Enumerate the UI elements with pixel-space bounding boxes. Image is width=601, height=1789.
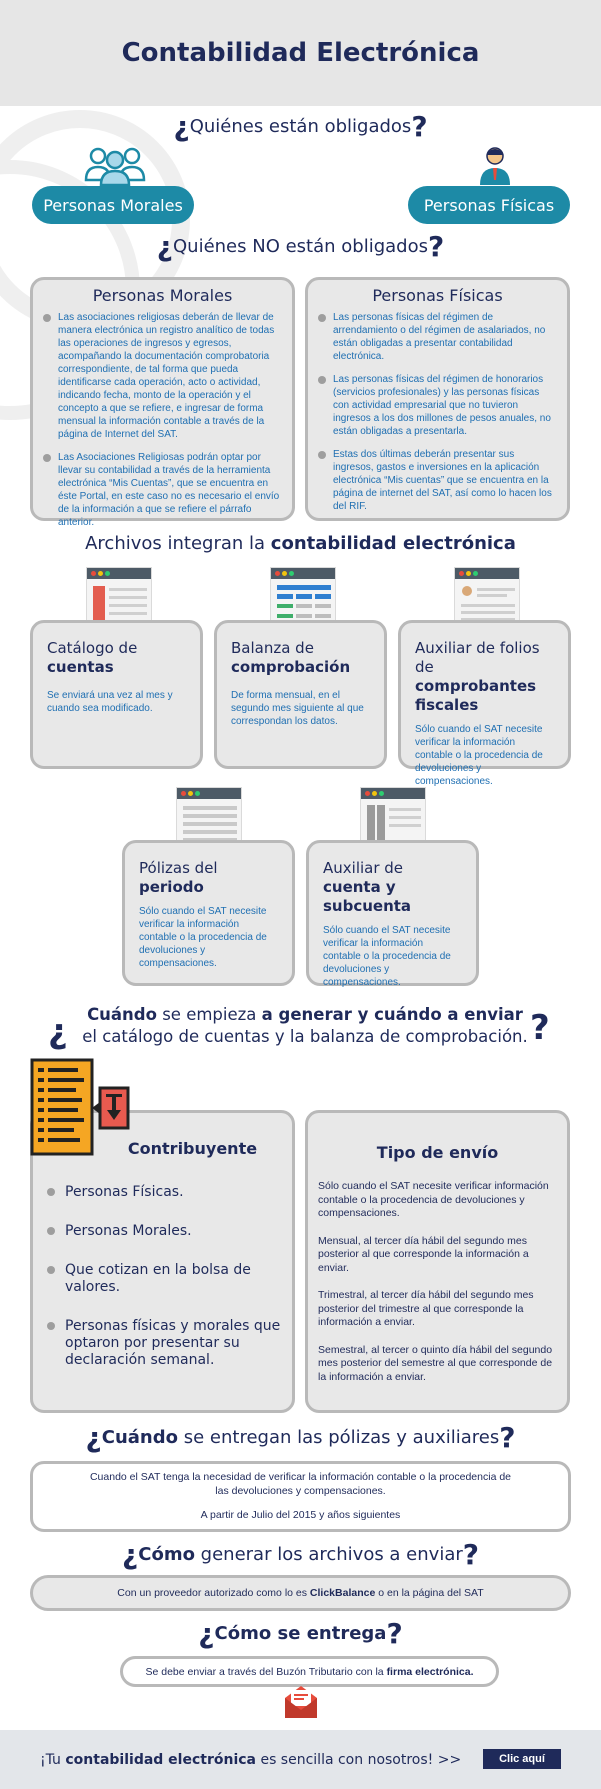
heading-bold: a generar y cuándo a enviar	[261, 1005, 523, 1024]
catalogo-cuentas-card	[30, 620, 203, 769]
card-title: Pólizas del periodo	[139, 859, 218, 896]
question-open-mark: ¿	[48, 1012, 68, 1052]
polizas-info-box	[30, 1461, 571, 1532]
no-obligados-heading	[0, 230, 601, 263]
list-item: Semestral, al tercer o quinto día hábil del segundo mes posterior del semestre al que corresponde de la información a enviar.	[318, 1343, 553, 1383]
page-title: Contabilidad Electrónica	[121, 38, 480, 68]
archivos-title-plain: Archivos integran la	[85, 533, 271, 554]
question-close-mark: ?	[530, 1008, 550, 1048]
list-item: Las personas físicas del régimen de honorarios (servicios profesionales) y las personas físicas con actividad empresarial que no tuvieron ingresos a los dos millones de pesos anuales, no están obligadas a presentarla.	[318, 373, 557, 438]
list-item: Personas Morales.	[47, 1223, 292, 1240]
question-close-mark: ?	[462, 1538, 479, 1571]
question-open-mark: ¿	[156, 230, 173, 263]
auxiliar-cuenta-card	[306, 840, 479, 986]
archivos-title-bold: contabilidad electrónica	[270, 533, 516, 554]
obligados-heading	[0, 110, 601, 143]
card-title: Contribuyente	[127, 1139, 258, 1158]
list-item: Que cotizan en la bolsa de valores.	[47, 1262, 292, 1296]
question-open-mark: ¿	[85, 1421, 102, 1454]
heading-bold: Cuándo	[87, 1005, 157, 1024]
card-title: Personas Morales	[92, 286, 233, 305]
card-title: Balanza de comprobación	[231, 639, 351, 676]
personas-morales-pill: Personas Morales	[32, 186, 194, 224]
question-open-mark: ¿	[198, 1617, 215, 1650]
box-text: Con un proveedor autorizado como lo es	[117, 1587, 307, 1599]
como-entrega-box	[120, 1656, 499, 1687]
footer-banner	[0, 1730, 601, 1789]
heading-bold: Cómo	[138, 1544, 195, 1565]
cuando-enviar-heading	[0, 1002, 601, 1058]
heading-text: se entregan las pólizas y auxiliares	[178, 1427, 500, 1448]
auxiliar-folios-card	[398, 620, 571, 787]
list-item: Las Asociaciones Religiosas podrán optar por llevar su contabilidad a través de la herramienta electrónica “Mis Cuentas”, que se encuentra en éste Portal, en este caso no es necesario el envío de la información a que se refiere el párrafo anterior.	[43, 451, 282, 529]
list-item: Personas físicas y morales que optaron por presentar su declaración semanal.	[47, 1318, 292, 1369]
box-bold: firma electrónica.	[386, 1665, 474, 1678]
heading-bold: Cuándo	[101, 1427, 179, 1448]
heading-bold: Cómo se entrega	[214, 1623, 387, 1644]
list-item: Trimestral, al tercer día hábil del segundo mes posterior del trimestre al que corresponde la información a enviar.	[318, 1289, 534, 1328]
list-item: Sólo cuando el SAT necesite verificar información contable o la procedencia de devoluciones y compensaciones.	[318, 1180, 549, 1219]
list-item: Estas dos últimas deberán presentar sus ingresos, gastos e inversiones en la aplicación electrónica “Mis cuentas” que se encuentra en la página de internet del SAT, así como lo hacen los del RIF.	[318, 448, 557, 513]
polizas-text: Cuando el SAT tenga la necesidad de verificar la información contable o la procedencia de las devoluciones y compensaciones.	[89, 1471, 512, 1497]
no-obligados-title: Quiénes NO están obligados	[173, 236, 428, 257]
card-description: De forma mensual, en el segundo mes siguiente al que correspondan los datos.	[231, 690, 364, 727]
card-description: Sólo cuando el SAT necesite verificar la información contable o la procedencia de devoluciones y compensaciones.	[323, 925, 451, 988]
list-item: Mensual, al tercer día hábil del segundo mes posterior al que corresponde la información a enviar.	[318, 1234, 529, 1274]
document-download-icon	[30, 1058, 132, 1158]
personas-fisicas-pill: Personas Físicas	[408, 186, 570, 224]
no-obligados-fisicas-card	[305, 277, 570, 521]
heading-text: el catálogo de cuentas y la balanza de comprobación.	[82, 1027, 528, 1046]
polizas-periodo-card	[122, 840, 295, 986]
person-icon	[478, 146, 512, 186]
obligados-title: Quiénes están obligados	[189, 116, 412, 137]
group-users-icon	[84, 146, 146, 186]
question-close-mark: ?	[386, 1617, 403, 1650]
envelope-icon	[283, 1684, 319, 1720]
list-item: Las asociaciones religiosas deberán de llevar de manera electrónica un registro analítico de todas las operaciones de ingresos y egresos, acompañando la documentación comprobatoria correspondiente, de tal forma que pueda identificarse cada operación, acto o actividad, indicando fecha, monto de la operación y el concepto a que se refiere, e ingresar de forma mensual la información contable a través de la página de Internet del SAT.	[43, 311, 282, 441]
heading-text: generar los archivos a enviar	[194, 1544, 463, 1565]
como-generar-box	[30, 1575, 571, 1611]
question-close-mark: ?	[411, 110, 428, 143]
question-close-mark: ?	[427, 230, 445, 263]
question-open-mark: ¿	[173, 110, 190, 143]
list-item: Personas Físicas.	[47, 1184, 292, 1201]
card-title: Catálogo de cuentas	[47, 639, 138, 676]
balanza-comprobacion-card	[214, 620, 387, 769]
card-title: Tipo de envío	[376, 1143, 499, 1162]
tipo-envio-card	[305, 1110, 570, 1413]
box-text: o en la página del SAT	[378, 1587, 484, 1599]
clic-aqui-button[interactable]: Clic aquí	[483, 1749, 561, 1769]
question-open-mark: ¿	[122, 1538, 139, 1571]
card-title: Auxiliar de folios de comprobantes fiscales	[415, 639, 540, 714]
page-header	[0, 0, 601, 106]
como-generar-heading	[0, 1538, 601, 1571]
clickbalance-name: ClickBalance	[309, 1587, 376, 1599]
question-close-mark: ?	[499, 1421, 516, 1454]
box-text: Se debe enviar a través del Buzón Tributario con la	[145, 1665, 384, 1678]
archivos-heading	[0, 533, 601, 554]
card-title: Auxiliar de cuenta y subcuenta	[323, 859, 412, 915]
card-description: Sólo cuando el SAT necesite verificar la información contable o la procedencia de devoluciones y compensaciones.	[415, 724, 543, 787]
list-item: Las personas físicas del régimen de arrendamiento o del régimen de asalariados, no están obligadas a presentar contabilidad electrónica.	[318, 311, 557, 363]
card-description: Sólo cuando el SAT necesite verificar la información contable o la procedencia de devoluciones y compensaciones.	[139, 906, 267, 969]
footer-text: ¡Tu contabilidad electrónica es sencilla con nosotros! >>	[40, 1751, 462, 1768]
como-entrega-heading	[0, 1617, 601, 1650]
heading-text: se empieza	[156, 1005, 262, 1024]
polizas-heading	[0, 1421, 601, 1454]
card-title: Personas Físicas	[372, 286, 503, 305]
no-obligados-morales-card	[30, 277, 295, 528]
card-description: Se enviará una vez al mes y cuando sea modificado.	[47, 690, 173, 714]
polizas-date-text: A partir de Julio del 2015 y años siguientes	[200, 1509, 401, 1521]
